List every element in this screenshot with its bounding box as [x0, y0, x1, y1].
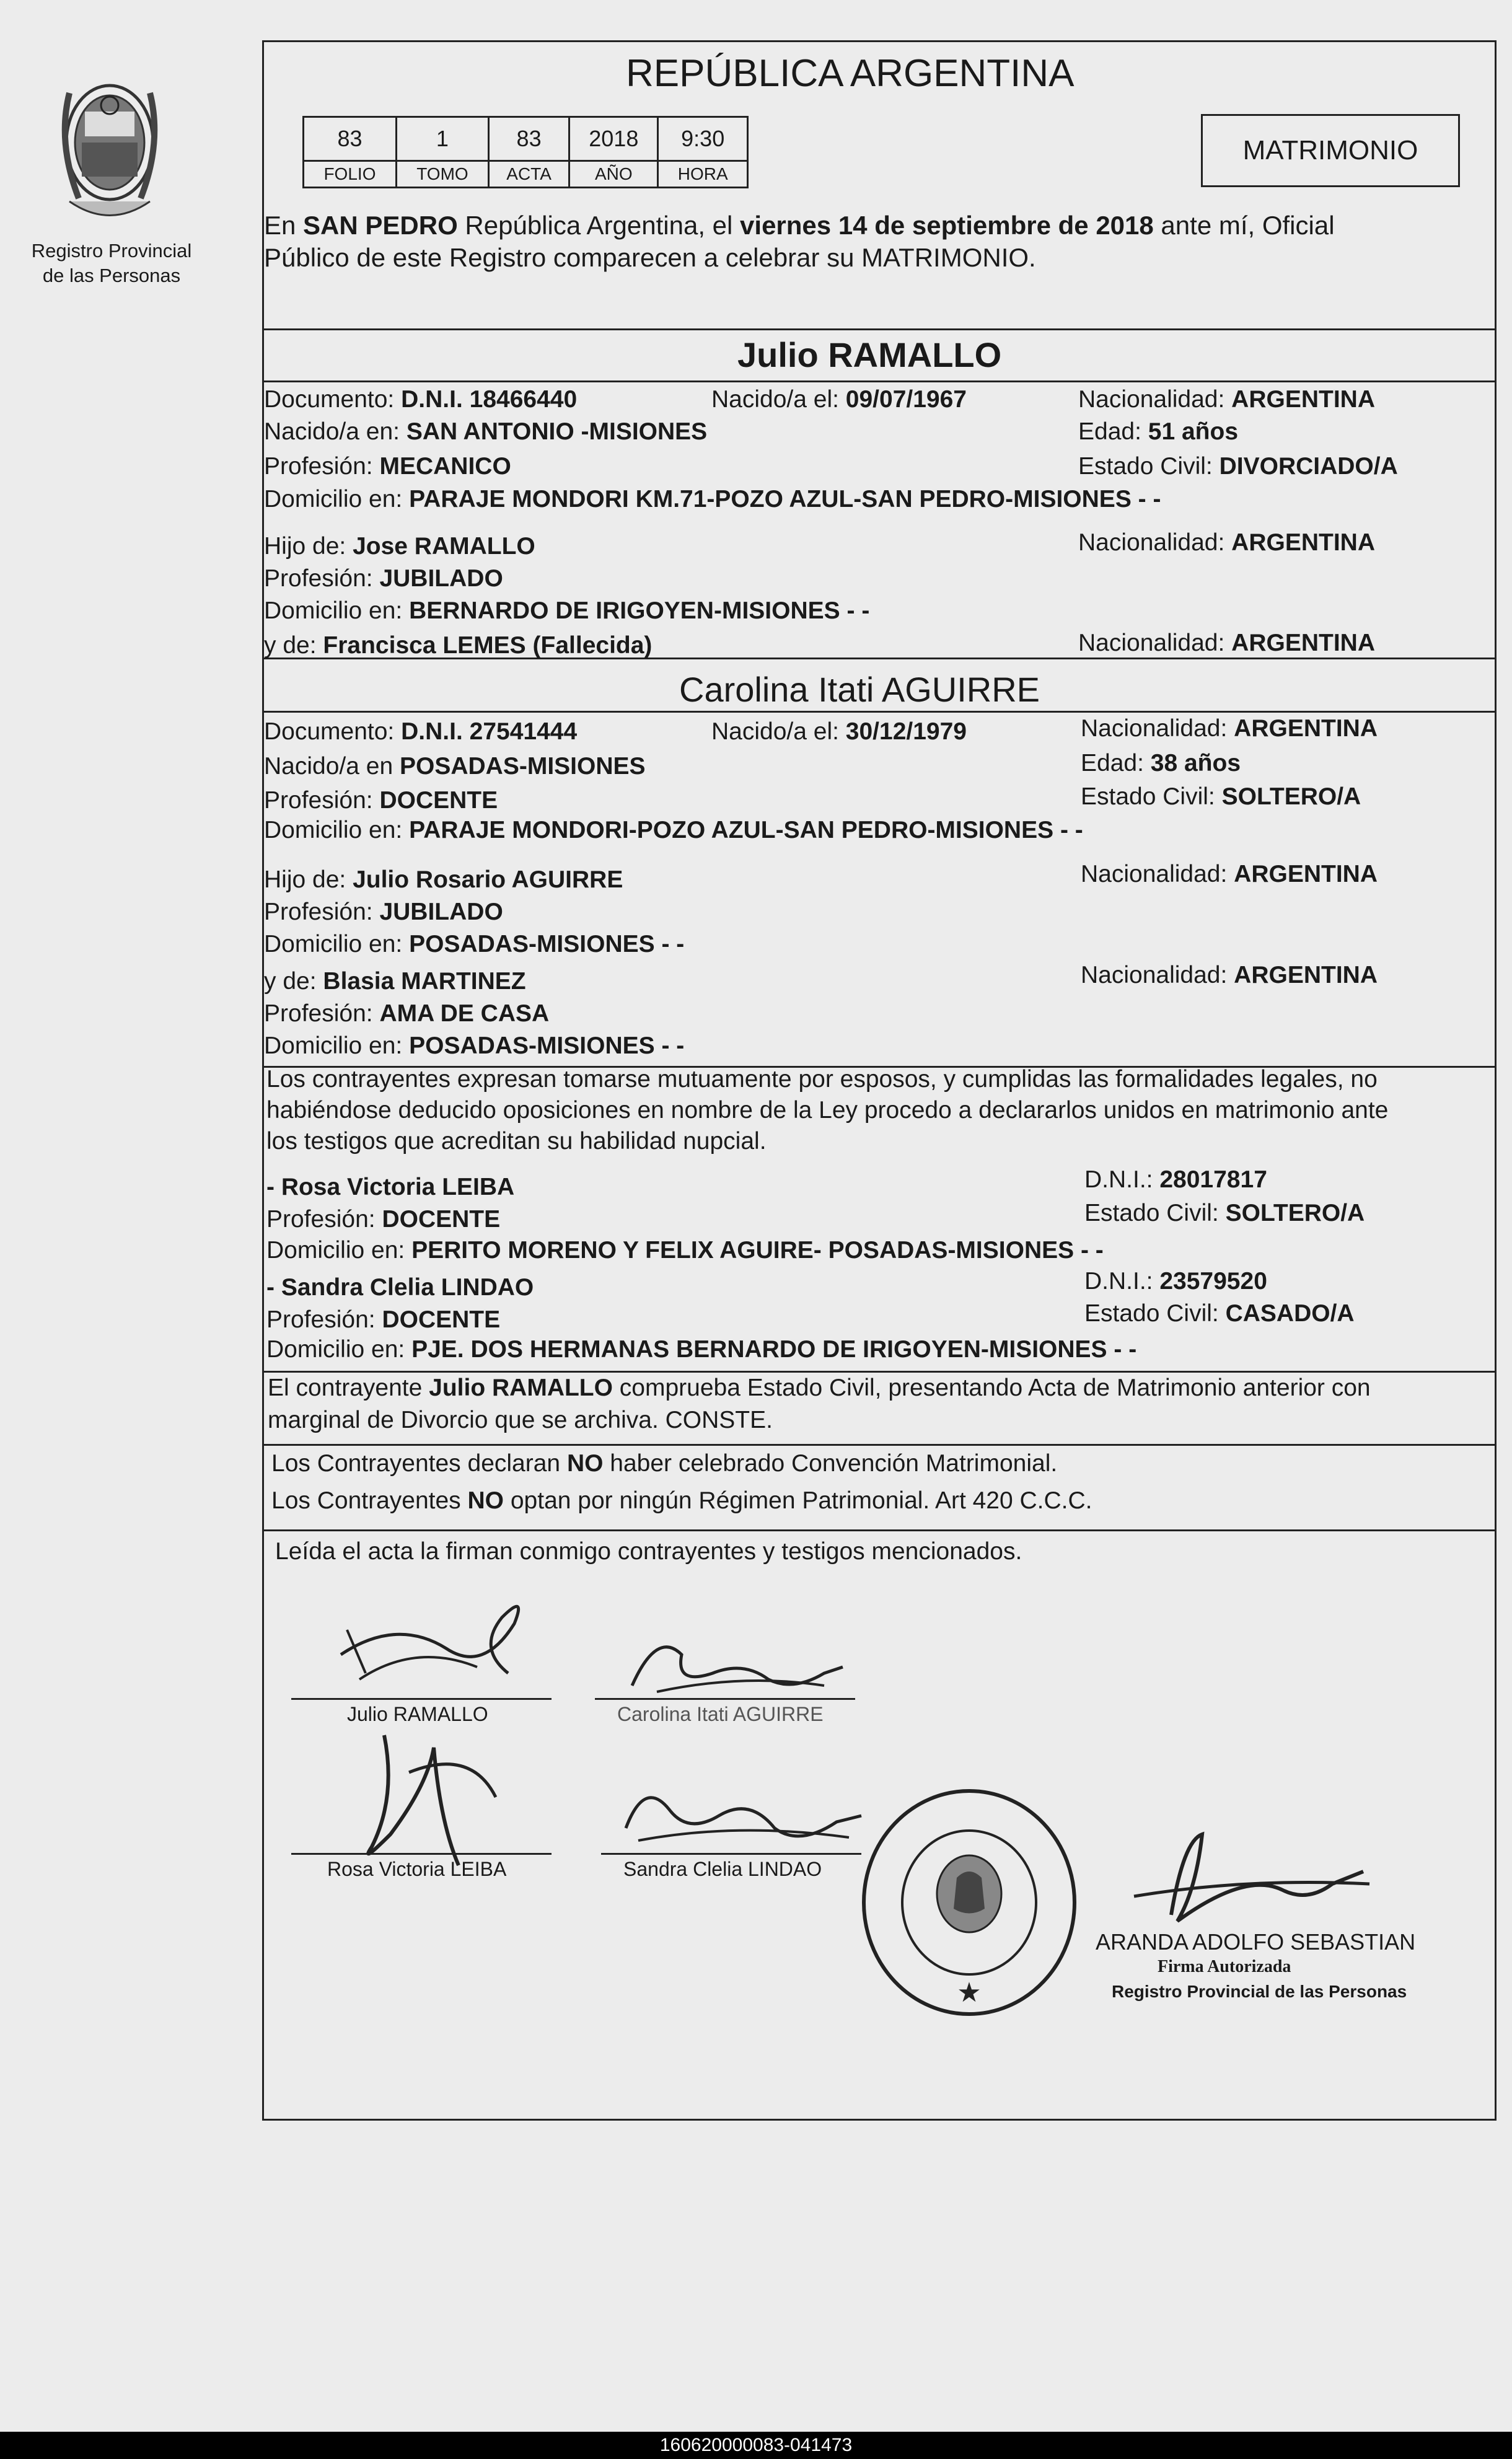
bride-mother-nacionalidad: Nacionalidad: ARGENTINA [1081, 962, 1378, 988]
country-title: REPÚBLICA ARGENTINA [626, 52, 1075, 95]
acta-value: 83 [488, 117, 569, 161]
groom-mother: y de: Francisca LEMES (Fallecida) [264, 632, 653, 659]
groom-documento: Documento: D.N.I. 18466440 [264, 386, 578, 413]
folio-value: 83 [304, 117, 397, 161]
witness-1-estado-civil: Estado Civil: SOLTERO/A [1084, 1200, 1365, 1226]
bride-father-domicilio: Domicilio en: POSADAS-MISIONES - - [264, 931, 685, 957]
groom-nacido-en: Nacido/a en: SAN ANTONIO -MISIONES [264, 418, 708, 445]
act-type-box [1201, 114, 1460, 187]
bride-nacionalidad: Nacionalidad: ARGENTINA [1081, 715, 1378, 742]
bride-estado-civil: Estado Civil: SOLTERO/A [1081, 783, 1361, 810]
groom-nacionalidad: Nacionalidad: ARGENTINA [1078, 386, 1376, 413]
province-logo [32, 68, 187, 235]
anio-label: AÑO [569, 161, 658, 188]
regime-line-1: Los Contrayentes declaran NO haber celebrado Convención Matrimonial. [271, 1450, 1058, 1477]
intro-line-1: En SAN PEDRO República Argentina, el viernes 14 de septiembre de 2018 ante mí, Oficial [264, 211, 1335, 240]
registration-table [302, 116, 749, 188]
acta-label: ACTA [488, 161, 569, 188]
footer-code: 160620000083-041473 [659, 2435, 853, 2455]
closing-text: Leída el acta la firman conmigo contrayentes y testigos mencionados. [275, 1538, 1022, 1565]
anio-value: 2018 [569, 117, 658, 161]
tomo-value: 1 [396, 117, 488, 161]
groom-signature-label: Julio RAMALLO [347, 1703, 488, 1725]
footer-bar [0, 2432, 1512, 2459]
hora-label: HORA [658, 161, 748, 188]
official-signature [1122, 1816, 1382, 1940]
bride-mother-domicilio: Domicilio en: POSADAS-MISIONES - - [264, 1032, 685, 1059]
groom-name: Julio RAMALLO [737, 335, 1002, 374]
bride-nacido-el: Nacido/a el: 30/12/1979 [711, 718, 967, 745]
bride-documento: Documento: D.N.I. 27541444 [264, 718, 578, 745]
groom-estado-civil: Estado Civil: DIVORCIADO/A [1078, 453, 1398, 480]
registry-name: Registro Provincial de las Personas [31, 240, 192, 286]
witness-2-signature [613, 1772, 874, 1853]
witness-1-signature-label: Rosa Victoria LEIBA [327, 1858, 507, 1880]
intro-line-2: Público de este Registro comparecen a celebrar su MATRIMONIO. [264, 243, 1036, 272]
svg-text:★: ★ [957, 1977, 982, 2008]
bride-name: Carolina Itati AGUIRRE [679, 670, 1040, 709]
groom-profesion: Profesión: MECANICO [264, 453, 511, 480]
regime-line-2: Los Contrayentes NO optan por ningún Régimen Patrimonial. Art 420 C.C.C. [271, 1487, 1092, 1514]
declaration-line-3: los testigos que acreditan su habilidad nupcial. [266, 1128, 767, 1155]
groom-signature [322, 1580, 545, 1704]
groom-edad: Edad: 51 años [1078, 418, 1239, 445]
declaration-line-1: Los contrayentes expresan tomarse mutuamente por esposos, y cumplidas las formalidades legales, no [266, 1066, 1378, 1093]
bride-profesion: Profesión: DOCENTE [264, 787, 498, 814]
witness-2-signature-label: Sandra Clelia LINDAO [623, 1858, 822, 1880]
groom-domicilio: Domicilio en: PARAJE MONDORI KM.71-POZO AZUL-SAN PEDRO-MISIONES - - [264, 486, 1161, 512]
witness-1-dni: D.N.I.: 28017817 [1084, 1166, 1267, 1193]
note-line-2: marginal de Divorcio que se archiva. CONSTE. [268, 1407, 773, 1433]
groom-father-domicilio: Domicilio en: BERNARDO DE IRIGOYEN-MISIONES - - [264, 597, 870, 624]
bride-signature [620, 1617, 855, 1704]
witness-2-estado-civil: Estado Civil: CASADO/A [1084, 1300, 1355, 1327]
act-type: MATRIMONIO [1242, 135, 1418, 165]
witness-1-profesion: Profesión: DOCENTE [266, 1206, 501, 1233]
bride-father-profesion: Profesión: JUBILADO [264, 899, 503, 925]
bride-father: Hijo de: Julio Rosario AGUIRRE [264, 866, 623, 893]
bride-edad: Edad: 38 años [1081, 750, 1241, 776]
bride-domicilio: Domicilio en: PARAJE MONDORI-POZO AZUL-SAN PEDRO-MISIONES - - [264, 817, 1083, 843]
bride-mother: y de: Blasia MARTINEZ [264, 968, 526, 995]
bride-nacido-en: Nacido/a en POSADAS-MISIONES [264, 753, 646, 780]
registry-stamp [858, 1785, 1081, 2020]
groom-nacido-el: Nacido/a el: 09/07/1967 [711, 386, 967, 413]
official-name: ARANDA ADOLFO SEBASTIAN [1096, 1929, 1416, 1955]
groom-father-nacionalidad: Nacionalidad: ARGENTINA [1078, 529, 1376, 556]
witness-2-name: - Sandra Clelia LINDAO [266, 1274, 534, 1301]
witness-1-name: - Rosa Victoria LEIBA [266, 1174, 515, 1200]
groom-mother-nacionalidad: Nacionalidad: ARGENTINA [1078, 630, 1376, 656]
groom-father: Hijo de: Jose RAMALLO [264, 533, 535, 560]
official-registry: Registro Provincial de las Personas [1112, 1982, 1407, 2001]
folio-label: FOLIO [304, 161, 397, 188]
hora-value: 9:30 [658, 117, 748, 161]
witness-2-dni: D.N.I.: 23579520 [1084, 1268, 1267, 1295]
witness-2-profesion: Profesión: DOCENTE [266, 1306, 501, 1333]
note-line-1: El contrayente Julio RAMALLO comprueba Estado Civil, presentando Acta de Matrimonio anterior con [268, 1375, 1371, 1401]
official-title: Firma Autorizada [1158, 1957, 1291, 1976]
witness-2-domicilio: Domicilio en: PJE. DOS HERMANAS BERNARDO DE IRIGOYEN-MISIONES - - [266, 1336, 1137, 1363]
bride-mother-profesion: Profesión: AMA DE CASA [264, 1000, 550, 1027]
bride-signature-label: Carolina Itati AGUIRRE [617, 1703, 824, 1725]
tomo-label: TOMO [396, 161, 488, 188]
declaration-line-2: habiéndose deducido oposiciones en nombre de la Ley procedo a declararlos unidos en matrimonio ante [266, 1097, 1389, 1124]
bride-father-nacionalidad: Nacionalidad: ARGENTINA [1081, 861, 1378, 887]
groom-father-profesion: Profesión: JUBILADO [264, 565, 503, 592]
witness-1-domicilio: Domicilio en: PERITO MORENO Y FELIX AGUIRE- POSADAS-MISIONES - - [266, 1237, 1104, 1264]
